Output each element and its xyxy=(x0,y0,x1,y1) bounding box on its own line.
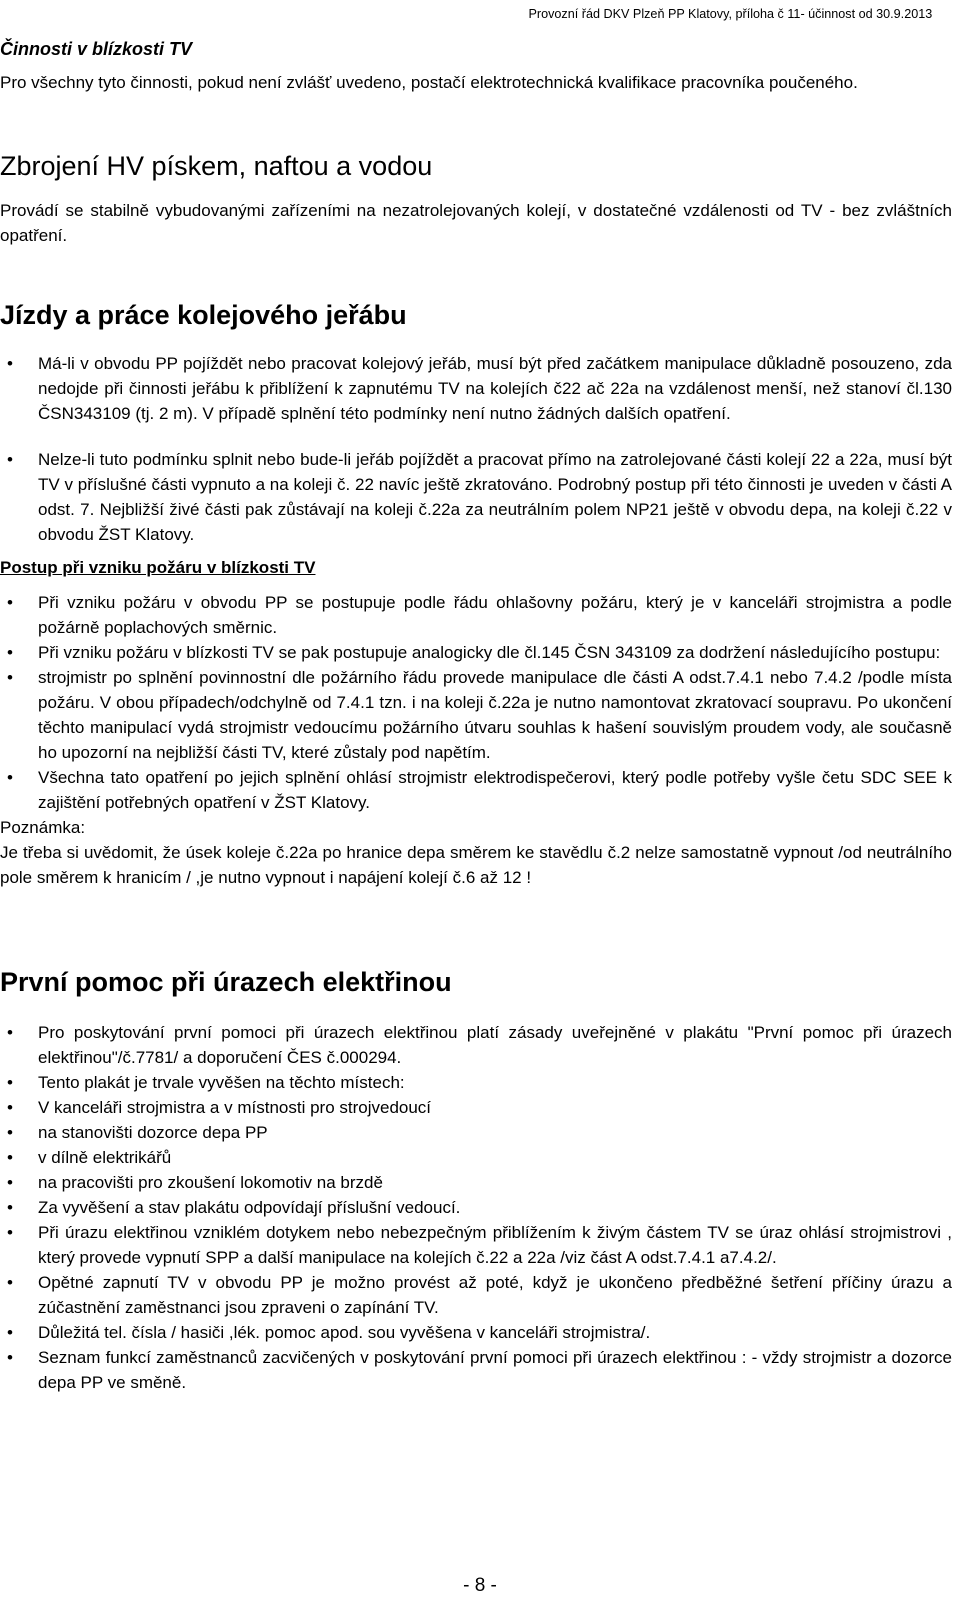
bullet-icon: • xyxy=(7,1148,13,1167)
section-heading-first-aid: První pomoc při úrazech elektřinou xyxy=(0,967,452,997)
list-item: • V kanceláři strojmistra a v místnosti pro strojvedoucí xyxy=(0,1095,952,1120)
list-item: • na pracovišti pro zkoušení lokomotiv na brzdě xyxy=(0,1170,952,1195)
list-item: • Za vyvěšení a stav plakátu odpovídají příslušní vedoucí. xyxy=(0,1195,952,1220)
bullet-icon: • xyxy=(7,1023,13,1042)
list-item: • Pro poskytování první pomoci při úrazech elektřinou platí zásady uveřejněné v plakátu "První pomoc při úrazech elektřinou"/č.7781/ a doporučení ČES č.000294. xyxy=(0,1020,952,1070)
list-item: • Seznam funkcí zaměstnanců zacvičených v poskytování první pomoci při úrazech elektřinou : - vždy strojmistr a dozorce depa PP ve směně. xyxy=(0,1345,952,1395)
list-item: • Všechna tato opatření po jejich splnění ohlásí strojmistr elektrodispečerovi, který podle potřeby vyšle četu SDC SEE k zajištění potřebných opatření v ŽST Klatovy. xyxy=(0,765,952,815)
section-paragraph-activities: Pro všechny tyto činnosti, pokud není zvlášť uvedeno, postačí elektrotechnická kvalifikace pracovníka poučeného. xyxy=(0,73,858,92)
bullet-icon: • xyxy=(7,1198,13,1217)
section-paragraph-sanding: Provádí se stabilně vybudovanými zařízeními na nezatrolejovaných kolejí, v dostatečné vzdálenosti od TV - bez zvláštních opatření. xyxy=(0,201,952,245)
bullet-icon: • xyxy=(7,1223,13,1242)
bullet-icon: • xyxy=(7,1073,13,1092)
list-item: • strojmistr po splnění povinnostní dle požárního řádu provede manipulace dle části A odst.7.4.1 nebo 7.4.2 /podle místa požáru. V obou případech/odchylně od 7.4.1 tzn. i na koleji č.22a je nutno namontovat zkratovací soupravu. Po ukončení těchto manipulací vydá strojmistr vedoucímu požárního útvaru souhlas k hašení souvislým proudem vody, ale současně ho upozorní na nejbližší části TV, které zůstaly pod napětím. xyxy=(0,665,952,765)
note-label: Poznámka: xyxy=(0,818,86,837)
list-item: • na stanovišti dozorce depa PP xyxy=(0,1120,952,1145)
section-heading-fire: Postup při vzniku požáru v blízkosti TV xyxy=(0,558,316,577)
list-item: • Důležitá tel. čísla / hasiči ,lék. pomoc apod. sou vyvěšena v kanceláři strojmistra/. xyxy=(0,1320,952,1345)
bullet-icon: • xyxy=(7,1173,13,1192)
bullet-icon: • xyxy=(7,768,13,787)
bullet-icon: • xyxy=(7,643,13,662)
bullet-icon: • xyxy=(7,354,13,373)
document-body xyxy=(0,36,952,1395)
bullet-icon: • xyxy=(7,1323,13,1342)
list-item: • Má-li v obvodu PP pojíždět nebo pracovat kolejový jeřáb, musí být před začátkem manipulace důkladně posouzeno, zda nedojde při činnosti jeřábu k přiblížení k zapnutému TV na kolejích č22 ač 22a na vzdálenost menší, než stanoví čl.130 ČSN343109 (tj. 2 m). V případě splnění této podmínky není nutno žádných dalších opatření. xyxy=(0,351,952,426)
list-item: • Při vzniku požáru v obvodu PP se postupuje podle řádu ohlašovny požáru, který je v kanceláři strojmistra a podle požárně poplachových směrnic. xyxy=(0,590,952,640)
first-aid-list xyxy=(0,1020,952,1395)
section-heading-sanding: Zbrojení HV pískem, naftou a vodou xyxy=(0,151,433,181)
section-heading-crane: Jízdy a práce kolejového jeřábu xyxy=(0,300,407,330)
bullet-icon: • xyxy=(7,668,13,687)
running-header: Provozní řád DKV Plzeň PP Klatovy, příloha č 11- účinnost od 30.9.2013 xyxy=(528,6,932,21)
list-item: • Tento plakát je trvale vyvěšen na těchto místech: xyxy=(0,1070,952,1095)
list-item: • Nelze-li tuto podmínku splnit nebo bude-li jeřáb pojíždět a pracovat přímo na zatrolejované části kolejí 22 a 22a, musí být TV v příslušné části vypnuto a na koleji č. 22 navíc ještě zkratováno. Podrobný postup při této činnosti je uveden v části A odst. 7. Nejbližší živé části pak zůstávají na koleji č.22a za neutrálním polem NP21 ještě v obvodu depa, na koleji č.22 v obvodu ŽST Klatovy. xyxy=(0,447,952,547)
list-item: • v dílně elektrikářů xyxy=(0,1145,952,1170)
bullet-icon: • xyxy=(7,1123,13,1142)
page-number: - 8 - xyxy=(463,1575,497,1596)
bullet-icon: • xyxy=(7,450,13,469)
bullet-icon: • xyxy=(7,1273,13,1292)
fire-list xyxy=(0,590,952,815)
list-item: • Při úrazu elektřinou vzniklém dotykem nebo nebezpečným přiblížením k živým částem TV se úraz ohlásí strojmistrovi , který provede vypnutí SPP a další manipulace na kolejích č.22 a 22a /viz část A odst.7.4.1 a7.4.2/. xyxy=(0,1220,952,1270)
list-item: • Při vzniku požáru v blízkosti TV se pak postupuje analogicky dle čl.145 ČSN 343109 za dodržení následujícího postupu: xyxy=(0,640,952,665)
note-text: Je třeba si uvědomit, že úsek koleje č.22a po hranice depa směrem ke stavědlu č.2 nelze samostatně vypnout /od neutrálního pole směrem k hranicím / ,je nutno vypnout i napájení kolejí č.6 až 12 ! xyxy=(0,843,952,887)
bullet-icon: • xyxy=(7,1348,13,1367)
crane-list xyxy=(0,351,952,547)
list-item: • Opětné zapnutí TV v obvodu PP je možno provést až poté, když je ukončeno předběžné šetření příčiny úrazu a zúčastnění zaměstnanci jsou zpraveni o zapínání TV. xyxy=(0,1270,952,1320)
bullet-icon: • xyxy=(7,593,13,612)
section-heading-activities-near-tv: Činnosti v blízkosti TV xyxy=(0,39,193,59)
bullet-icon: • xyxy=(7,1098,13,1117)
